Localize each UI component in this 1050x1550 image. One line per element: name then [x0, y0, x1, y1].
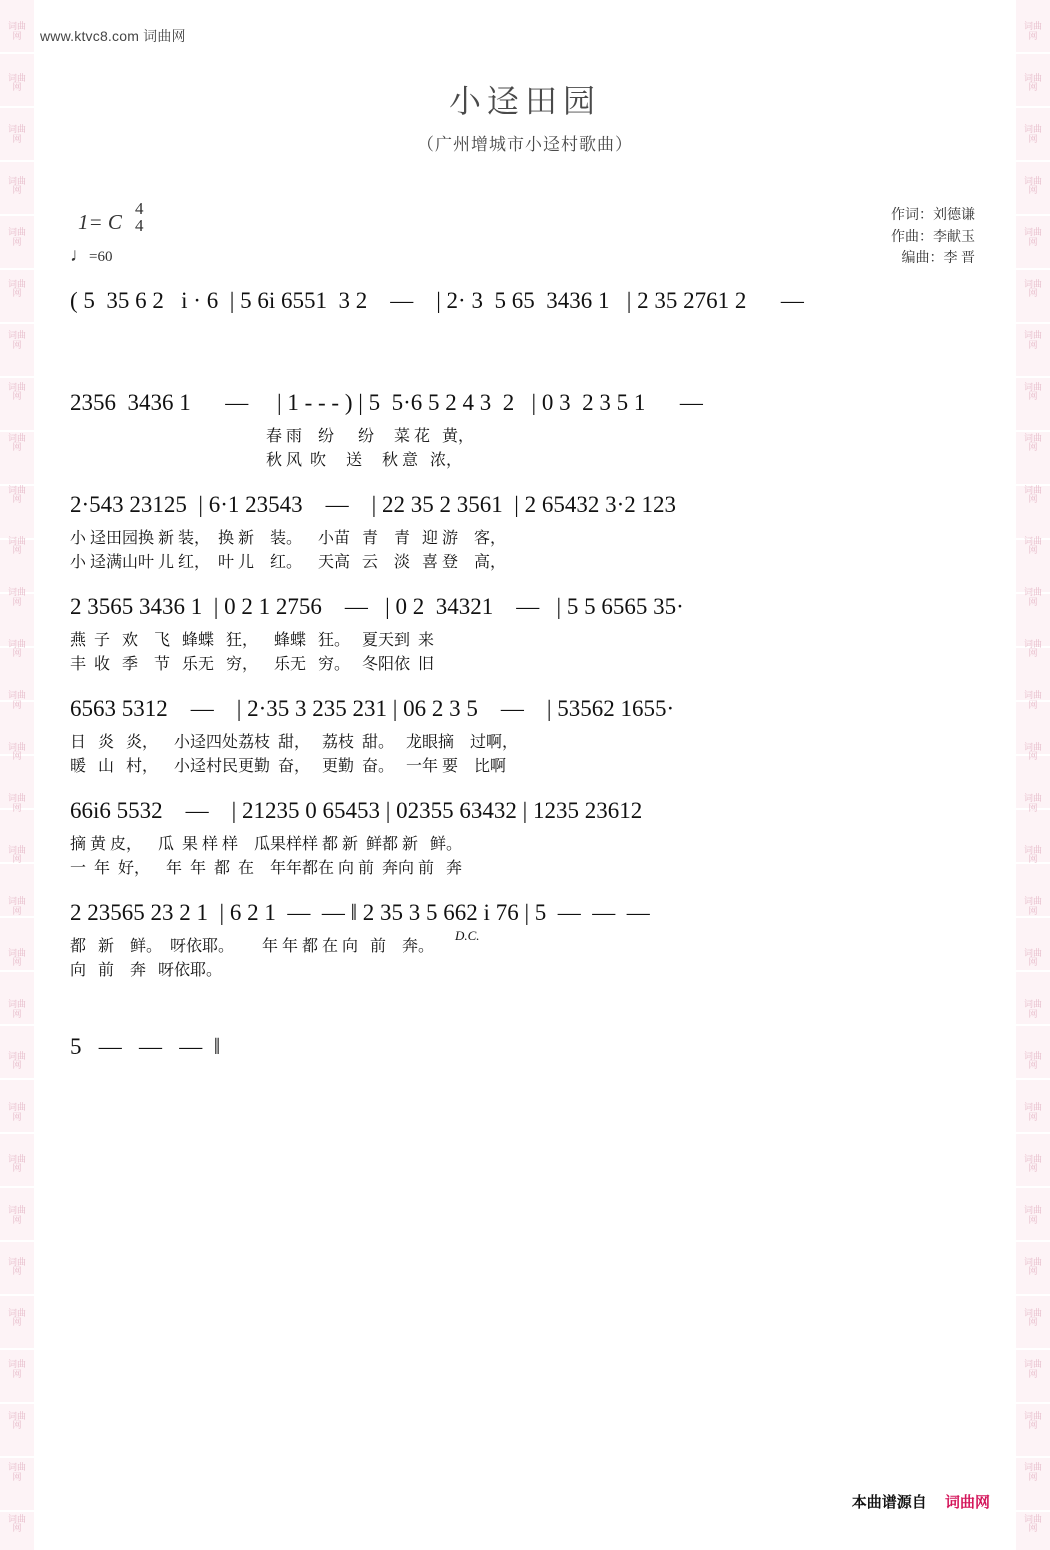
- watermark-cell: 词曲网: [7, 21, 26, 41]
- watermark-cell: 词曲网: [1023, 175, 1042, 196]
- score-notes: 2356 3436 1 — | 1 - - - ) | 5 5·6 5 2 4 3 2 | 0 3 2 3 5 1 —: [70, 390, 703, 415]
- score-lyric-verse2: 一 年 好， 年 年 都 在 年年都在 向 前 奔向 前 奔: [70, 860, 463, 877]
- watermark-cell: 词曲网: [7, 1410, 26, 1431]
- score-notes: ( 5 35 6 2 i · 6 | 5 6i 6551 3 2 — | 2· 3 5 65 3436 1 | 2 35 2761 2 —: [70, 288, 804, 313]
- score-lyric-verse2: 向 前 奔 呀依耶。: [70, 962, 223, 979]
- footer-text: 本曲谱源自: [851, 1494, 927, 1511]
- score-lyric-verse1: 小 迳田园换 新 装， 换 新 装。 小苗 青 青 迎 游 客，: [70, 530, 507, 547]
- watermark-cell: 词曲网: [1023, 227, 1042, 247]
- score-line: [70, 790, 980, 882]
- time-signature: [135, 200, 144, 234]
- credit-lyricist: 作词：刘德谦: [891, 208, 975, 223]
- score-line: [70, 382, 980, 474]
- watermark-cell: 词曲网: [7, 1359, 26, 1379]
- music-score: [70, 280, 980, 1078]
- score-lyric-verse1: 春 雨 纷 纷 菜 花 黄，: [70, 428, 475, 445]
- tempo-value: =60: [89, 249, 113, 265]
- credits: [891, 205, 975, 270]
- watermark-cell: 词曲网: [1023, 741, 1042, 762]
- watermark-cell: 词曲网: [1023, 1513, 1042, 1534]
- quarter-note-icon: ♩: [70, 245, 89, 266]
- watermark-cell: 词曲网: [1023, 638, 1042, 659]
- watermark-strip-right: [1016, 0, 1050, 1550]
- watermark-cell: 词曲网: [7, 535, 26, 556]
- watermark-cell: 词曲网: [7, 433, 26, 453]
- score-notes: 2·543 23125 | 6·1 23543 — | 22 35 2 3561 | 2 65432 3·2 123: [70, 492, 677, 517]
- watermark-cell: 词曲网: [7, 1513, 26, 1534]
- watermark-cell: 词曲网: [7, 1205, 26, 1225]
- watermark-cell: 词曲网: [1023, 1153, 1042, 1174]
- watermark-cell: 词曲网: [7, 278, 26, 299]
- watermark-cell: 词曲网: [1023, 1205, 1042, 1225]
- score-line: [70, 688, 980, 780]
- watermark-cell: 词曲网: [7, 947, 26, 968]
- watermark-cell: 词曲网: [7, 1050, 26, 1071]
- watermark-cell: 词曲网: [7, 227, 26, 247]
- watermark-cell: 词曲网: [7, 330, 26, 350]
- score-lyric-verse1: 都 新 鲜。 呀依耶。 年 年 都 在 向 前 奔。: [70, 938, 435, 955]
- watermark-cell: 词曲网: [7, 638, 26, 659]
- watermark-cell: 词曲网: [1023, 1462, 1042, 1482]
- score-lyric-verse1: 燕 子 欢 飞 蜂蝶 狂， 蜂蝶 狂。 夏天到 来: [70, 632, 435, 649]
- tempo-marking: [70, 245, 112, 267]
- score-lyric-verse1: 摘 黄 皮， 瓜 果 样 样 瓜果样样 都 新 鲜都 新 鲜。: [70, 836, 463, 853]
- watermark-cell: 词曲网: [1023, 21, 1042, 41]
- watermark-cell: 词曲网: [1023, 278, 1042, 299]
- score-lyric-verse1: [70, 322, 980, 348]
- watermark-cell: 词曲网: [1023, 124, 1042, 144]
- watermark-cell: 词曲网: [7, 175, 26, 196]
- watermark-cell: 词曲网: [7, 793, 26, 813]
- credit-composer: 作曲：李献玉: [891, 229, 975, 245]
- watermark-cell: 词曲网: [1023, 999, 1042, 1019]
- watermark-cell: 词曲网: [1023, 1102, 1042, 1122]
- watermark-cell: 词曲网: [7, 587, 26, 607]
- watermark-cell: 词曲网: [1023, 433, 1042, 453]
- page-subtitle: （广州增城市小迳村歌曲）: [417, 135, 633, 154]
- score-notes: 6563 5312 — | 2·35 3 235 231 | 06 2 3 5 — | 53562 1655·: [70, 696, 675, 721]
- watermark-cell: 词曲网: [1023, 72, 1042, 93]
- watermark-cell: 词曲网: [7, 690, 26, 710]
- score-lyric-verse2: 暖 山 村， 小迳村民更勤 奋， 更勤 奋。 一年 要 比啊: [70, 758, 507, 775]
- score-lyric-verse2: 小 迳满山叶 儿 红， 叶 儿 红。 天高 云 淡 喜 登 高，: [70, 554, 507, 571]
- watermark-cell: 词曲网: [7, 381, 26, 402]
- score-notes: 5 — — — ‖: [70, 1034, 221, 1059]
- score-notes: 2 3565 3436 1 | 0 2 1 2756 — | 0 2 34321 — | 5 5 6565 35·: [70, 594, 684, 619]
- watermark-cell: 词曲网: [7, 896, 26, 916]
- watermark-cell: 词曲网: [1023, 484, 1042, 504]
- score-notes: 66i6 5532 — | 21235 0 65453 | 02355 63432 | 1235 23612: [70, 798, 643, 823]
- watermark-cell: 词曲网: [1023, 947, 1042, 968]
- watermark-cell: 词曲网: [1023, 535, 1042, 556]
- score-lyric-verse2: [70, 346, 980, 372]
- watermark-cell: 词曲网: [7, 1256, 26, 1276]
- watermark-cell: 词曲网: [7, 999, 26, 1019]
- watermark-cell: 词曲网: [7, 1153, 26, 1174]
- site-url: www.ktvc8.com 词曲网: [40, 28, 186, 44]
- score-lyric-verse1: 日 炎 炎， 小迳四处荔枝 甜， 荔枝 甜。 龙眼摘 过啊，: [70, 734, 519, 751]
- watermark-cell: 词曲网: [1023, 1359, 1042, 1379]
- watermark-cell: 词曲网: [1023, 330, 1042, 350]
- watermark-cell: 词曲网: [1023, 1256, 1042, 1276]
- score-line: [70, 586, 980, 678]
- score-line: [70, 1026, 980, 1068]
- time-signature-unit: 4: [134, 216, 144, 235]
- watermark-cell: 词曲网: [7, 844, 26, 865]
- watermark-cell: 词曲网: [7, 1462, 26, 1482]
- watermark-cell: 词曲网: [1023, 1308, 1042, 1328]
- watermark-cell: 词曲网: [1023, 381, 1042, 402]
- watermark-cell: 词曲网: [7, 741, 26, 762]
- key-signature: [78, 200, 143, 235]
- watermark-cell: 词曲网: [1023, 1410, 1042, 1431]
- key-label: 1= C: [78, 210, 122, 234]
- watermark-strip-left: [0, 0, 34, 1550]
- time-signature-beats: 4: [134, 199, 144, 218]
- watermark-cell: 词曲网: [7, 1308, 26, 1328]
- watermark-cell: 词曲网: [7, 1102, 26, 1122]
- score-notes: 2 23565 23 2 1 | 6 2 1 — — ‖ 2 35 3 5 662 i 76 | 5 — — —: [70, 900, 650, 925]
- score-lyric-verse2: 秋 风 吹 送 秋 意 浓，: [70, 452, 463, 469]
- watermark-cell: 词曲网: [1023, 587, 1042, 607]
- watermark-cell: 词曲网: [7, 124, 26, 144]
- watermark-cell: 词曲网: [1023, 844, 1042, 865]
- watermark-cell: 词曲网: [1023, 896, 1042, 916]
- score-line: [70, 484, 980, 576]
- watermark-cell: 词曲网: [1023, 690, 1042, 710]
- footer: [852, 1491, 990, 1512]
- watermark-cell: 词曲网: [1023, 793, 1042, 813]
- repeat-mark-dc: D.C.: [455, 928, 480, 943]
- watermark-cell: 词曲网: [1023, 1050, 1042, 1071]
- credit-arranger: 编曲：李 晋: [901, 251, 975, 267]
- score-line: [70, 280, 980, 372]
- watermark-cell: 词曲网: [7, 72, 26, 93]
- score-line: [70, 892, 980, 984]
- footer-brand: 词曲网: [944, 1494, 990, 1511]
- score-lyric-verse2: 丰 收 季 节 乐无 穷， 乐无 穷。 冬阳依 旧: [70, 656, 435, 673]
- page-title: 小迳田园: [448, 83, 601, 119]
- watermark-cell: 词曲网: [7, 484, 26, 504]
